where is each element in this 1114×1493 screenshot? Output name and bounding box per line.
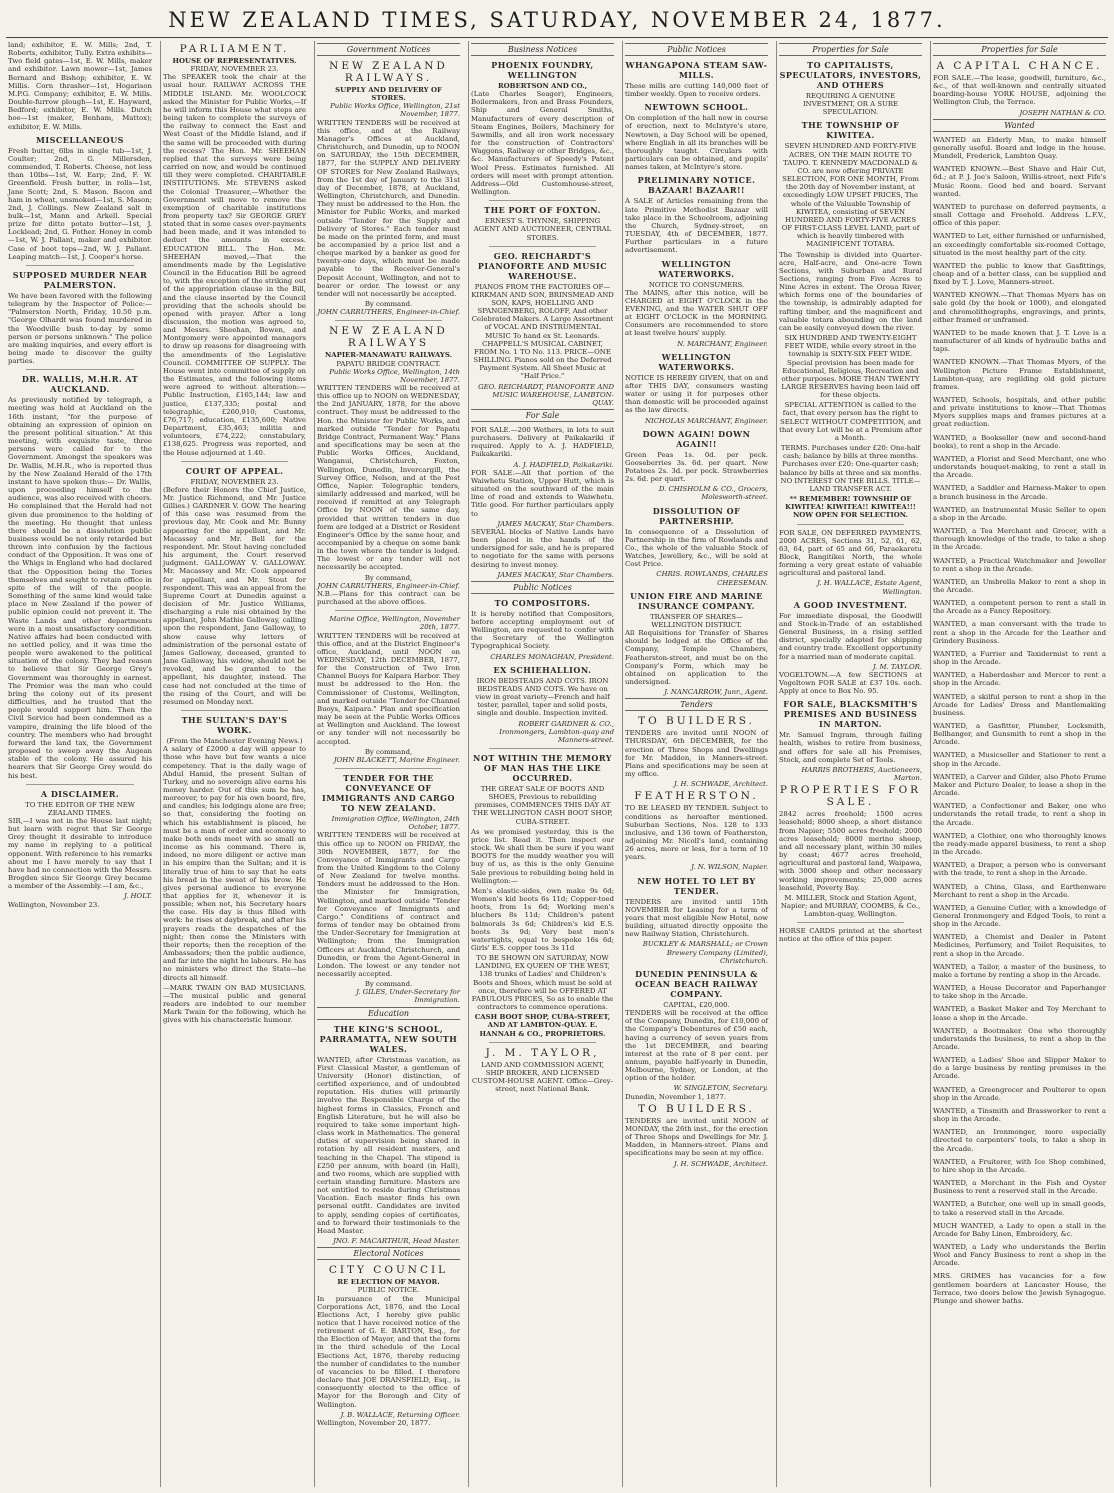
immigration-heading: TENDER FOR THE CONVEYANCE OF IMMIGRANTS AND CARGO TO NEW ZEALAND. [322,773,455,814]
disclaimer-text: SIR,—I was not in the House last night; but learn with regret that Sir George Grey thought it desirable to introduce my name in replying to a political opponent. With reference to his remarks about me I have merely to say that I have had no connection with the Messrs. Brogden since Sir George Grey became a member of the Assembly.—I am, &c., [8,816,152,891]
wanted-ad: WANTED, a China, Glass, and Earthenware Merchant to rent a shop in the Arcade. [933,882,1106,899]
blacksmith-text: Mr. Samuel Ingram, through failing health, wishes to retire from business, and offers for sale all his Premises, Stock, and complete Set of Tools. [779,731,922,764]
bazaar-heading: PRELIMINARY NOTICE. BAZAAR! BAZAAR!! [637,175,756,196]
wallis-heading: DR. WALLIS, M.H.R. AT AUCKLAND. [21,374,139,395]
appeal-date: FRIDAY, NOVEMBER 23. [190,477,279,486]
featherston-text: TO BE LEASED BY TENDER. Subject to conditions as hereafter mentioned. Suburban Sections, Nos. 128 to 133 inclusive, and 136 town of Featherston, adjoining Mr. Nicoll's land, containing 26 acres, more or less, for a term of 10 years. [625,804,768,862]
wanted-ad: WANTED, a Gasfitter, Plumber, Locksmith, Bellhanger, and Gunsmith to rent a shop in the Arcade. [933,722,1106,747]
waterworks-2-text: NOTICE IS HEREBY GIVEN, that on and after THIS DAY, consumers wasting water or using it for purposes other than domestic will be proceeded against as the law directs. [625,373,768,415]
properties-heading: PROPERTIES FOR SALE. [779,784,922,809]
nm-heading: NEW ZEALAND RAILWAYS [329,325,448,350]
wanted-ad: WANTED, a Musicseller and Stationer to rent a shop in the Arcade. [933,751,1106,768]
native-lands-signature: JAMES MACKAY, Star Chambers. [497,570,614,579]
dunedin-signature: W. SINGLETON, Secretary. [673,1084,768,1093]
taylor-text: LAND AND COMMISSION AGENT, SHIP BROKER, AND LICENSED CUSTOM-HOUSE AGENT. Office—Grey-street, next National Bank. [471,1060,613,1094]
nzr-signature: JOHN CARRUTHERS, Engineer-in-Chief. [317,308,460,317]
divider [26,369,134,370]
wanted-ad: WANTED, a Tinsmith and Brassworker to rent a shop in the Arcade. [933,1106,1106,1124]
divider [489,1042,596,1043]
wanted-ad: WANTED, a Chemist and Dealer in Patent Medicines, Perfumery, and Toilet Requisites, to rent a shop in the Arcade. [933,933,1106,958]
schiehallion-signature: ROBERT GARDNER & CO., Ironmongers, Lambton-quay and Manners-street. [499,719,614,744]
disclaimer-heading: A DISCLAIMER. [40,788,120,799]
newtown-school-text: On completion of the hall now in course of erection, next to McIntyre's store, Newtown, a Day School will be opened, where English in all its branches will be thoroughly taught. Circulars with particulars can be obtained, and pupils' names taken, at McIntyre's store. [625,114,768,172]
builders-heading: TO BUILDERS. [638,715,755,728]
wanted-ad: WANTED to be made known that J. T. Love is a manufacturer of all kinds of hydraulic baths and taps. [933,328,1106,354]
masthead: NEW ZEALAND TIMES, SATURDAY, NOVEMBER 24, 1877. [168,8,946,32]
sawmills-heading: WHANGAPONA STEAM SAW-MILLS. [625,60,768,80]
wanted-ad: WANTED, a skilful person to rent a shop in the Arcade for Ladies' Dress and Mantlemaking business. [933,692,1106,717]
divider [335,768,442,769]
union-subheading: TRANSFER OF SHARES—WELLINGTON DISTRICT. [650,612,743,629]
hadfield-text: FOR SALE.—200 Wethers, in lots to suit purchasers. Delivery at Paikakariki if required. Apply to A. J. HADFIELD, Paikakariki. [471,426,614,459]
nzr-by: By command. [364,300,413,309]
divider [335,610,442,611]
phoenix-text: (Late Charles Seager), Engineers, Boilermakers, Iron and Brass Founders, Ship and General Smiths, Manufacturers of every description of Steam Engines, Boilers, Machinery for Sawmills, and all iron work necessary for the construction of Contractors' Waggons, Railway or other Bridges, &c., &c. Manufacturers of Speedy's Patent Wool Press. Estimates furnished. All orders will meet with prompt attention. Address—Old Customhouse-street, Wellington. [471,90,614,197]
wanted-list [933,136,1106,1268]
wanted-ad: WANTED, a Greengrocer and Poulterer to open shop in the Arcade. [933,1085,1106,1102]
union-text: All Requisitions for Transfer of Shares should be lodged at the Office of the Company, Temple Chambers, Featherston-street, and must be on the Company's Form, which may be obtained on application to the undersigned. [625,629,768,686]
divider [489,748,596,749]
dissolution-heading: DISSOLUTION OF PARTNERSHIP. [652,505,741,526]
capital-chance-signature: JOSEPH NATHAN & CO. [1019,108,1106,117]
misc-heading: MISCELLANEOUS [36,134,124,145]
wanted-ad: WANTED, a Draper, a person who is conversant with the trade, to rent a shop in the Arcade. [933,861,1106,878]
divider [181,461,288,462]
kings-school-signature: JNO. F. MACARTHUR, Head Master. [333,1237,460,1246]
divider [797,524,904,525]
union-heading: UNION FIRE AND MARINE INSURANCE COMPANY. [630,590,763,611]
properties-text: 2842 acres freehold; 1500 acres leasehold; 8000 sheep, a short distance from Napier; 5500 acres freehold; 2000 acres leasehold; 8000 merino sheep, and all necessary plant, within 30 miles by coast; 4677 acres freehold, agricultural and pastoral land, Waipawa, with 3000 sheep and other necessary working improvements; 25,000 acres leasehold, Poverty Bay. [779,810,922,892]
wanted-ad: WANTED, an Umbrella Maker to rent a shop in the Arcade. [933,577,1106,594]
newtown-school-heading: NEWTOWN SCHOOL. [644,102,749,113]
marine-by: By command, [364,747,413,756]
waterworks-2-heading: WELLINGTON WATERWORKS. [658,351,735,372]
waterworks-subheading: NOTICE TO CONSUMERS. [648,280,745,289]
wanted-ad: WANTED, a Clothier, one who thoroughly knows the ready-made apparel business, to rent a shop in the Arcade. [933,831,1106,857]
kiwitea-text: SEVEN HUNDRED AND FORTY-FIVE ACRES, ON THE MAIN ROUTE TO TAUPO. T. KENNEDY MACDONALD & CO. are now offering PRIVATE SELECTION, FOR ONE MONTH, From the 20th day of November instant, at exceedingly LOW UPSET PRICES, The whole of the Valuable Township of KIWITEA, consisting of SEVEN HUNDRED AND FORTY-FIVE ACRES OF FIRST-CLASS LEVEL LAND, part of which is heavily timbered with MAGNIFICENT TOTARA. [781,142,920,249]
dunedin-heading: DUNEDIN PENINSULA & OCEAN BEACH RAILWAY COMPANY. [635,968,758,999]
city-council-date: Wellington, November 20, 1877. [317,1418,431,1427]
taylor-heading: J. M. TAYLOR, [485,1046,600,1059]
nm-place: Public Works Office, Wellington, 14th November, 1877. [329,367,460,384]
wanted-ad: WANTED, a Furrier and Taxidermist to rent a shop in the Arcade. [933,649,1106,667]
immigration-text: WRITTEN TENDERS will be received at this office up to NOON on FRIDAY, the 30th NOVEMBER, 1877, for the Conveyance of Immigrants and Cargo from the United Kingdom to the Colony of New Zealand for twelve months. Tenders must be addressed to the Hon. the Minister for Immigration, Wellington, and marked outside "Tender for Conveyance of Immigrants and Cargo." Conditions of contract and forms of tender may be obtained from the Under-Secretary for Immigration at Wellington; from the Immigration Officers at Auckland, Christchurch, and Dunedin, or from the Agent-General in London. The lowest or any tender not necessarily accepted. [317,831,460,978]
nm-subheading-2: PAPATU BRIDGE CONTRACT. [336,359,441,368]
capital-chance-heading: A CAPITAL CHANCE. [936,60,1103,72]
waterworks-text: The MAINS, after this notice, will be CHARGED at EIGHT O'CLOCK in the EVENING, and the WATER SHUT OFF at EIGHT O'CLOCK in the MORNING. Consumers are recommended to store at least twelve hours' supply. [625,288,768,338]
wanted-header: Wanted [933,119,1106,132]
government-notices-header: Government Notices [317,43,460,56]
compositors-heading: TO COMPOSITORS. [494,597,591,608]
city-council-text: In pursuance of the Municipal Corporations Act, 1876, and the Local Elections Act, I hereby give public notice that I have received notice of the retirement of G. E. BARTON, Esq., for the Election of Mayor, and that the form in the third schedule of the Local Elections Act, 1876, thereby reducing the number of candidates to the number of vacancies to be filled. I therefore declare that JOE DRANSFIELD, Esq., is consequently elected to the office of Mayor for the Borough and City of Wellington. [317,1294,460,1409]
reichardt-signature: GEO. REICHARDT, PIANOFORTE AND MUSIC WAREHOUSE, LAMBTON-QUAY. [478,382,614,407]
city-council-heading: CITY COUNCIL [328,1264,449,1277]
compositors-text: It is hereby notified that Compositors, before accepting employment out of Wellington, are requested to confer with the Secretary of the Wellington Typographical Society. [471,609,614,651]
waiwhetu-text: FOR SALE.—All that portion of the Waiwhetu Station, Upper Hutt, which is situated on the southward of the main line of road and extends to Waiwhetu. Title good. For further particulars apply to [471,468,614,518]
dunedin-date: Dunedin, November 1, 1877. [625,1092,727,1101]
nm-by: By command, [364,573,413,582]
column-7 [776,41,924,1487]
wanted-ad: WANTED, a Bootmaker. One who thoroughly understands the business, to rent a shop in the Arcade. [933,1026,1106,1051]
column-6 [622,41,770,1487]
tenders-header: Tenders [625,698,768,711]
foxton-heading: THE PORT OF FOXTON. [484,205,601,216]
wanted-ad: WANTED, a man conversant with the trade to rent a shop in the Arcade for the Leather and Grindery Business. [933,620,1106,645]
waterworks-2-signature: NICHOLAS MARCHANT, Engineer. [644,416,768,425]
hotel-signature: BUCKLEY & MARSHALL; or Crown Brewery Company (Limited), Christchurch. [642,940,768,965]
divider [26,265,134,266]
wanted-ad: WANTED, a Practical Watchmaker and Jeweller to rent a shop in the Arcade. [933,556,1106,573]
kings-school-heading: THE KING'S SCHOOL, PARRAMATTA, NEW SOUTH WALES. [319,1023,458,1054]
waterworks-heading: WELLINGTON WATERWORKS. [658,258,735,279]
compositors-signature: CHARLES MONAGHAN, President. [490,652,614,661]
misc-text: Fresh butter, 6lbs in single tub—1st, J. Coulter; 2nd, G. Millersden, commended, T. Roberts. Cheese, not less than 10lbs—1st, W. Earp; 2nd, F. W. Greenfield. Fresh butter, in rolls—1st, Jane Scott; 2nd, S. Mason. Bacon and ham in wheat, unsmoked—1st, S. Mason; 2nd, J. Collings. New Zealand salt in bulk—1st, Mann and Arkell. Special prize for ditto potato butter—1st, J. Locklead; 2nd, G. Fother. Honey in comb—1st, W. J. Pallant, maker and exhibitor. Case of boot tops—2nd, W. J. Pallant. Leaping match—1st, J. Cooper's horse. [8,146,152,261]
appeal-heading: COURT OF APPEAL. [185,465,284,476]
foxton-text: ERNEST S. THYNNE, SHIPPING AGENT AND AUCTIONEER, CENTRAL STORES. [473,217,612,242]
builders-2-heading: TO BUILDERS. [638,1102,755,1115]
marine-text: WRITTEN TENDERS will be received at this office, and at the District Engineer's office, Auckland, until NOON on WEDNESDAY, 12th DECEMBER, 1877, for the Construction of Two Iron Channel Buoys for Kaipara Harbor. They must be addressed to the Hon. the Commissioner of Customs, Wellington, and marked outside "Tender for Channel Buoys, Kaipara." Plan and specification may be seen at the Public Works Offices at Wellington and Auckland. The lowest or any tender will not necessarily be accepted. [317,631,460,746]
down-again-text: Green Peas 1s. 0d. per peck. Gooseberries 3s. 6d. per quart. New Potatoes 2s. 3d. per peck. Strawberries 2s. 6d. per quart. [625,450,768,484]
wanted-ad: WANTED, a Genuine Cutler, with a knowledge of General Ironmongery and Edged Tools, to rent a shop in the Arcade. [933,903,1106,929]
public-notices-header-2: Public Notices [625,43,768,56]
nm-subheading: NAPIER-MANAWATU RAILWAYS. [325,351,452,360]
divider [26,784,134,785]
hotel-text: TENDERS are invited until 15th NOVEMBER for Leasing for a term of years that most eligible New Hotel, now building, situated directly opposite the new Railway Station, Christchurch. [625,897,768,939]
sultan-heading: THE SULTAN'S DAY'S WORK. [181,715,288,736]
wanted-ad: WANTED KNOWN.—That Thomas Myers has on sale gold (by the book or 1000), and elongated and chromolithographs, engravings, and prints, either framed or unframed. [933,291,1106,324]
wanted-ad: WANTED, an Ironmonger, more especially directed to carpenters' tools, to take a shop in the Arcade. [933,1128,1106,1153]
nzr-heading: NEW ZEALAND RAILWAYS. [329,60,448,84]
sawmills-text: These mills are cutting 140,000 feet of timber weekly. Open to receive orders. [625,82,768,99]
wanted-ad: WANTED to purchase on deferred payments, a small Cottage and Freehold. Address L.F.V., office of this paper. [933,202,1106,228]
wanted-ad: WANTED, a Merchant in the Fish and Oyster Business to rent a reserved stall in the Arcade. [933,1179,1106,1196]
nm-text: WRITTEN TENDERS will be received at this office up to NOON on WEDNESDAY, the 2nd JANUARY, 1878, for the above contract. They must be addressed to the Hon. the Minister for Public Works, and marked outside "Tender for Papatu Bridge Contract, Permanent Way." Plans and specifications may be seen at the Public Works Offices, Auckland, Wanganui, Christchurch, Foxton, Wellington, Dunedin, Invercargill, the Survey Office, Nelson, and at the Post Office, Napier. Telegraphic tenders, similarly addressed and marked, will be received if remitted at any Telegraph Office by NOON of the same day, provided that written tenders in due form are lodged at a District or Resident Engineer's Office by the same hour, and accompanied by a cheque on some bank in the town where the tender is lodged. The lowest or any tender will not necessarily be accepted. [317,384,460,572]
wanted-ad: WANTED, a House Decorator and Paperhanger to take shop in the Arcade. [933,984,1106,1001]
city-council-signature: J. B. WALLACE, Returning Officer. [340,1410,460,1419]
sultan-source: (From the Manchester Evening News.) [166,737,303,746]
parliament-subheading: HOUSE OF REPRESENTATIVES. [172,57,297,65]
kiwitea-title: THE TOWNSHIP OF KIWITEA. [801,120,900,141]
wanted-ad: MUCH WANTED, a Lady to open a stall in the Arcade for Baby Linen, Embroidery, &c. [933,1221,1106,1238]
wanted-ad: WANTED, a Bookseller (new and second-hand books), to rent a shop in the Arcade. [933,433,1106,450]
boot-sale-prices: Men's elastic-sides, own make 9s 6d; Women's kid boots 6s 11d; Copper-toed boots, from 1s 6d; Working men's bluchers 8s 11d; Children's patent balmorals 3s 6d; Children's kid E.S. boots 3s 9d; Very best men's watertights, equal to bespoke 16s 6d; Girls' E.S. copper toes 3s 11d [471,886,614,952]
column-2 [160,41,308,1487]
wallis-text: As previously notified by telegraph, a meeting was held at Auckland on the 16th instant, "for the purpose of obtaining an expression of opinion on the present political situation." At this meeting, with exquisite taste, three persons were called for to the Government. Amongst the speakers was Dr. Wallis, M.H.R., who is reported thus by the New Zealand Herald of the 17th instant to have spoken thus:— Dr. Wallis, upon proceeding himself to the audience, was also received with cheers. He complained that the Herald had not given due prominence to the holding of the meeting. He thought that unless there should be a dissolution public business would be not only retarded but thrown into confusion by the factious conduct of the Opposition. It was one of the Whigs in England who had declared that the Opposition being the Tories themselves and sought to retain office in spite of the will of the people. Something of the same kind would take place in New Zealand if the power of public opinion could not prevent it. The Waste Lands and other departments were in a most unsatisfactory condition. Native affairs had been conducted with no settled policy, and it was time the people were awakened to the political situation of the colony. They had reason to believe that Sir George Grey's Government was thoroughly in earnest. The Premier was the man who could bring the colony out of its present difficulties, and he trusted that the people would support him. Then the Civil Service had been condemned as a vampire, draining the life blood of the country. The members who had brought forward the land tax, the Government proposed to sweep away the Augean stable of the colony. He assured his hearers that Sir George Grey would do his best. [8,396,152,780]
disclaimer-to: TO THE EDITOR OF THE NEW ZEALAND TIMES. [25,800,135,817]
waiwhetu-signature: JAMES MACKAY, Star Chambers. [497,519,614,528]
kiwitea-text-2: The Township is divided into Quarter-acre, Half-acre, and One-acre Town Sections, with Suburban and Rural Sections, ranging from Five Acres to Nine Acres in extent. The Oroua River, which forms one of the boundaries of the township, is admirably adapted for rafting timber, and the magnificent and valuable totara abounding on the land can be easily conveyed down the river. [779,250,922,332]
good-investment-signature: J. M. TAYLOR. [872,662,922,671]
divider [181,710,288,711]
parliament-text: The SPEAKER took the chair at the usual hour. RAILWAY ACROSS THE MIDDLE ISLAND. Mr. WOOLCOCK asked the Minister for Public Works,—If he will inform this House what steps are being taken to complete the surveys of the railway to connect the East and West Coast of the Middle Island, and if the same will be proceeded with during the recess? The Hon. Mr. SHEEHAN replied that the surveys were being carried on now, and would be continued till they were completed. CHARITABLE INSTITUTIONS. Mr. STEVENS asked the Colonial Treasurer,—Whether the Government will move to remove the exemption of charitable institutions from property tax? Sir GEORGE GREY stated that in some cases over-payments had been made, and it was intended to deduct the amounts in excess. EDUCATION BILL. The Hon. Mr. SHEEHAN moved,—That the amendments made by the Legislative Council in the Education Bill be agreed to, with the exception of the striking out of the appropriation clause in the Bill, and the clause inserted by the Council providing that the schools should be opened with prayer. After a long discussion, the motion was agreed to, and Messrs. Sheehan, Bowen, and Montgomery were appointed managers to draw up reasons for disagreeing with the amendments of the Legislative Council. COMMITTEE OF SUPPLY. The House went into committee of supply on the Estimates, and the following items were agreed to without alteration:—Public Instruction, £165,144; law and justice, £137,335; postal and telegraphic, £260,910; Customs, £76,717; education, £135,600; Native Department, £35,463; militia and volunteers, £74,222; constabulary, £138,625. Progress was reported, and the House adjourned at 1.40. [163,73,306,457]
parliament-date: FRIDAY, NOVEMBER 23. [190,65,279,74]
kiwitea-remember: ** REMEMBER! TOWNSHIP OF KIWITEA! KIWITEA!! KIWITEA!!! NOW OPEN FOR SELECTION. [785,495,916,520]
vogeltown-text: VOGELTOWN.—A few SECTIONS at Vogeltown FOR SALE at £37 10s. each. Apply at once to Box No. 95. [779,670,922,696]
hadfield-signature: A. J. HADFIELD, Paikakariki. [513,460,614,469]
good-investment-heading: A GOOD INVESTMENT. [793,599,908,610]
column-1 [6,41,154,1487]
column-8 [930,41,1108,1487]
wanted-ad: WANTED, a Basket Maker and Toy Merchant to lease a shop in the Arcade. [933,1005,1106,1022]
dissolution-signature: CHRIS. ROWLANDS, CHARLES CHEESEMAN. [656,570,768,587]
schiehallion-heading: EX SCHIEHALLION. [493,664,592,675]
dunedin-capital: CAPITAL, £20,000. [663,1000,730,1009]
for-sale-header: For Sale [471,409,614,422]
wanted-ad: WANTED, a Tailor, a master of the business, to make a fortune by renting a shop in the Arcade. [933,962,1106,979]
wanted-ad: WANTED, a Haberdasher and Mercer to rent a shop in the Arcade. [933,671,1106,688]
blacksmith-signature: HARRIS BROTHERS, Auctioneers, Marton. [801,765,922,783]
marine-place: Marine Office, Wellington, November 20th, 1877. [329,615,460,632]
marine-signature: JOHN BLACKETT, Marine Engineer. [333,755,460,764]
wanted-ad: WANTED, a competent person to rent a stall in the Arcade as a Fancy Repository. [933,599,1106,616]
boot-sale-heading: NOT WITHIN THE MEMORY OF MAN HAS THE LIKE OCCURRED. [473,753,612,783]
wanted-ad: WANTED an Elderly Man, to make himself generally useful. Board and lodge in the house. Mundell, Frederick, Lambton Quay. [933,135,1106,161]
nm-nb: N.B.—Plans for this contract can be purchased at the above offices. [317,589,460,607]
properties-header-2: Properties for Sale [933,43,1106,56]
divider [489,200,596,201]
kiwitea-attention: SPECIAL ATTENTION is called to the fact, that every person has the right to SELECT WITHOUT COMPETITION, and that every Lot will be at a Premium after a Month. [779,401,922,442]
phoenix-heading: PHOENIX FOUNDRY, WELLINGTON [491,60,594,80]
union-signature: J. NANCARROW, Junr., Agent. [664,688,768,697]
reichardt-text: PIANOS FROM THE FACTORIES OF—KIRKMAN AND SON, BRINSMEAD AND SON, KAPS, HOELLING AND SPANGENBERG, ROLOFF, And other Celebrated Makers. A Large Assortment of VOCAL AND INSTRUMENTAL MUSIC To hand ex St. Leonards. CHAPPELL'S MUSICAL CABINET, FROM No. 1 TO No. 113. PRICE—ONE SHILLING. Pianos sold on the Deferred Payment System. All Sheet Music at "Half Price." [471,282,614,381]
sultan-text: A salary of £2000 a day will appear to those who have but few wants a nice competency. That is the daily wage of Abdul Hamid, the present Sultan of Turkey, and no sovereign alive earns his money harder. Out of this sum he has, moreover, to pay for his own board, fire, and candles; his lodgings alone are free; so that, considering the footing on which his establishment is placed, he must be a man of order and economy to make both ends meet with so small an income as his command. There is, indeed, no more diligent or active man in his empire than the Sultan; and it is literally true of him to say that he eats his bread in the sweat of his brow. He gives personal audience to everyone that applies for it, whenever it is possible; when not, his Secretary hears the case. His day is thus filled with work: he rises at daybreak, and after his prayers reads the despatches of the night; then come the Ministers with their reports; then the reception of the Ambassadors; then the public audience, and far into the night he labours. He has no ministers who direct the State—he directs all himself. [163,745,306,982]
business-notices-header: Business Notices [471,43,614,56]
wanted-ad: WANTED, an Instrumental Music Seller to open a shop in the Arcade. [933,505,1106,522]
immigration-place: Immigration Office, Wellington, 24th October, 1877. [331,815,460,832]
reichardt-heading: GEO. REICHARDT'S PIANOFORTE AND MUSIC WAREHOUSE. [477,250,608,281]
disclaimer-date: Wellington, November 23. [8,900,100,909]
featherston-heading: FEATHERSTON. [634,790,759,803]
exhibits-text: land; exhibitor, E. W. Mills; 2nd, T. Roberts, exhibitor, Tully. Extra exhibits—Two field gates—1st, E. W. Mills, maker and exhibitor. Lawn mower—1st, James Bernard and Bishop; exhibitor, E. W. Millis. Corn thrasher—1st, Hogarison M.P.G. Company; exhibitor, E. W. Mills. Double-furrow plough—1st, E. Hayward, Bedford; exhibitor, E. W. Mills. Dutch hoe—1st (maker, Benham, Mattox); exhibitor, E. W. Mills. [8,41,152,131]
wanted-ad: WANTED KNOWN.—Best Shave and Hair Cut, 6d.; at P. J. Joe's Saloon, Willis-street, next Fife's Music Room. Good bed and board. Servant wanted. [933,165,1106,198]
wanted-ad: WANTED, a Confectioner and Baker, one who understands the retail trade, to rent a shop in the Arcade. [933,802,1106,827]
grimes-text: MRS. GRIMES has vacancies for a few gentlemen boarders at Lancaster House, the Terrace, two doors below the Jewish Synagogue. Plunge and shower baths. [933,1272,1106,1305]
schiehallion-text: IRON BEDSTEADS AND COTS. IRON BEDSTEADS AND COTS. We have on view in great variety—French and half tester, parallel, taper and solid posts, single and double. Inspection invited. [475,676,610,718]
wanted-ad: WANTED, a Fruiterer, with Ice Shop combined, to hire shop in the Arcade. [933,1157,1106,1174]
horse-cards-text: HORSE CARDS printed at the shortest notice at the office of this paper. [779,927,922,944]
murder-text: We have been favored with the following telegram by the Inspector of Police:— "Palmerston North, Friday, 10.50 p.m. "George Olhardt was found murdered in the Woodville bush to-day by some person or persons unknown." The police are making inquiries, and every effort is being made to discover the guilty parties. [8,291,152,366]
wanted-ad: WANTED, a Carver and Gilder, also Photo Frame Maker and Picture Dealer, to lease a shop in the Arcade. [933,772,1106,798]
hotel-heading: NEW HOTEL TO LET BY TENDER. [637,875,756,896]
wanted-ad: WANTED, a Florist and Seed Merchant, one who understands bouquet-making, to rent a stall in the Arcade. [933,454,1106,480]
education-header: Education [317,1007,460,1020]
wanted-ad: WANTED, a Butcher, one well up in small goods, to take a reserved stall in the Arcade. [933,1200,1106,1217]
wanted-ad: WANTED, a Ladies' Shoe and Slipper Maker to do a large business by renting premises in the Arcade. [933,1056,1106,1081]
wanted-ad: WANTED the public to know that Gasfittings, cheap and of a better class, can be supplied and fixed by T. J. Love, Manners-street. [933,261,1106,287]
capital-chance-text: FOR SALE.—The lease, goodwill, furniture, &c., &c., of that well-known and centrally situated boarding-house YORK HOUSE, adjoining the Wellington Club, the Terrace. [933,74,1106,107]
column-3 [314,41,462,1487]
immigration-by: By command. [364,980,413,989]
murder-heading: SUPPOSED MURDER NEAR PALMERSTON. [12,269,148,290]
public-notices-header: Public Notices [471,581,614,594]
properties-header: Properties for Sale [779,43,922,56]
boot-sale-signature: CASH BOOT SHOP, CUBA-STREET, AND AT LAMBTON-QUAY. E. HANNAH & CO., PROPRIETORS. [474,1013,611,1038]
divider [797,922,904,923]
nzr-subheading: SUPPLY AND DELIVERY OF STORES. [335,86,442,103]
blacksmith-heading: FOR SALE, BLACKSMITH'S PREMISES AND BUSINESS IN MARTON. [783,699,918,730]
good-investment-text: For immediate disposal, the Goodwill and Stock-in-Trade of an established General Business, in a rising settled district, specially adapted for shipping and country trade. Excellent opportunity for a married man of moderate capital. [779,611,922,661]
phoenix-names: ROBERTSON AND CO., [497,82,588,90]
native-lands-text: SEVERAL blocks of Native Lands have been placed in the hands of the undersigned for sale, and he is prepared to negotiate for the same with persons desiring to invest money. [471,527,614,569]
disclaimer-signature: J. HOLT. [123,892,152,901]
kiwitea-heading: TO CAPITALISTS, SPECULATORS, INVESTORS, AND OTHERS [779,60,922,90]
down-again-heading: DOWN AGAIN! DOWN AGAIN!! [642,428,751,449]
kiwitea-terms: TERMS. Purchases under £20: One-half cash; balance by bills at three months. Purchases over £20: One-quarter cash; balance by bills at three and six months. NO INTEREST ON THE BILLS. TITLE—LAND TRANSFER ACT. [779,444,922,493]
nm-signature: JOHN CARRUTHERS, Engineer-in-Chief. [317,581,460,590]
properties-signature: M. MILLER, Stock and Station Agent, Napier; and MURRAY, COOMBS, & Co., Lambton-quay, Wellington. [780,893,921,919]
waterworks-signature: N. MARCHANT, Engineer. [677,339,768,348]
boot-sale-text: THE GREAT SALE OF BOOTS AND SHOES, Previous to rebuilding premises, COMMENCES THIS DAY AT THE WELLINGTON CASH BOOT SHOP, CUBA-STREET. [472,785,613,826]
boot-sale-text-3: TO BE SHOWN ON SATURDAY, NOW LANDING, EX QUEEN OF THE WEST, 138 trunks of Ladies' and Children's Boots and Shoes, which must be sold at once, therefore will be OFFERED AT FABULOUS PRICES, So as to enable the contractors to commence operations. [471,954,614,1012]
wanted-ad: WANTED, a Lady who understands the Berlin Wool and Fancy Business to rent a shop in the Arcade. [933,1242,1106,1268]
featherston-signature: J. N. WILSON, Napier. [691,863,768,872]
nzr-place: Public Works Office, Wellington, 21st November, 1877. [330,102,460,119]
divider [489,246,596,247]
twain-text: —MARK TWAIN ON BAD MUSICIANS.—The musical public and general readers are indebted to our member Mark Twain for the following, which he gives with his characteristic humour. [163,983,306,1025]
builders-2-signature: J. H. SCHWADE, Architect. [673,1159,768,1168]
electoral-notices-header: Electoral Notices [317,1247,460,1260]
divider [335,320,442,321]
nzr-text: WRITTEN TENDERS will be received at this office, and at the Railway Manager's Offices at Auckland, Christchurch, and Dunedin, up to NOON on SATURDAY, the 15th DECEMBER, 1877, for the SUPPLY AND DELIVERY OF STORES for New Zealand Railways, from the 1st day of January to the 31st day of December, 1878, at Auckland, Wellington, Christchurch, and Dunedin. They must be addressed to the Hon. the Minister for Public Works, and marked outside "Tender for the Supply and Delivery of Stores." Each tender must be made on the printed form, and must be accompanied by a price list and a cheque marked by a banker as good for twenty-one days, which must be made payable to the Receiver-General's Deposit Account, Wellington, and not to bearer or order. The lowest or any tender will not necessarily be accepted. [317,118,460,298]
appeal-text: (Before their Honors the Chief Justice, Mr. Justice Richmond, and Mr. Justice Gillies.) GARDNER V. GOW. The hearing of this case was resumed from the previous day, Mr. Cook and Mr. Bunny appearing for the appellant, and Mr. Macassey and Mr. Bell for the respondent. Mr. Stout having concluded his argument, the Court reserved judgment. GALLOWAY V. GALLOWAY. Mr. Macassey and Mr. Cook appeared for appellant, and Mr. Stout for respondent. This was an appeal from the Supreme Court at Dunedin against a decision of Mr. Justice Williams, discharging a rule nisi obtained by the appellant, John Mathie Galloway, calling upon the respondent, Jane Galloway, to show cause why letters of administration of the personal estate of James Galloway, deceased, granted to Jane Galloway, his widow, should not be revoked, and be granted to the appellant, his daughter, instead. The case had not concluded at the time of the rising of the Court, and will be resumed on Monday next. [163,485,306,706]
dunedin-text: TENDERS will be received at the office of the Company, Dunedin, for £10,000 of the Company's Debentures of £50 each, having a currency of seven years from the 1st DECEMBER, and bearing interest at the rate of 8 per cent. per annum, payable half-yearly in Dunedin, Melbourne, Sydney, or London, at the option of the holder. [625,1009,768,1083]
wanted-ad: WANTED, a Tea Merchant and Grocer, with a thorough knowledge of the trade, to take a shop in the Arcade. [933,527,1106,552]
bazaar-text: A SALE of Articles remaining from the late Primitive Methodist Bazaar will take place in the Schoolroom, adjoining the Church, Sydney-street, on TUESDAY, 4th of DECEMBER, 1877. Further particulars in a future advertisement. [625,197,768,255]
column-4 [468,41,616,1487]
wanted-ad: WANTED KNOWN.—That Thomas Myers, of the Wellington Picture Frame Establishment, Lambton-quay, are regilding old gold picture frames. [933,358,1106,391]
city-council-subheading: RE ELECTION OF MAYOR. [337,1278,440,1287]
city-council-subheading-2: PUBLIC NOTICE. [357,1286,420,1295]
down-again-signature: D. CHISHOLM & CO., Grocers, Molesworth-street. [658,485,768,502]
immigration-signature: J. GILES, Under-Secretary for Immigration. [356,988,460,1005]
builders-2-text: TENDERS are invited until NOON of MONDAY, the 26th inst., for the erection of Three Shops and Dwellings for Mr. J. Madden, in Manners-street. Plans and specifications may be seen at my office. [625,1116,768,1158]
wanted-ad: WANTED, Schools, hospitals, and other public and private institutions to know—That Thomas Myers supplies maps and frames pictures at a great reduction. [933,396,1106,429]
masthead-rule [6,37,1108,38]
parliament-heading: PARLIAMENT. [179,43,290,55]
deferred-signature: J. H. WALLACE, Estate Agent, Wellington. [817,579,922,596]
boot-sale-text-2: As we promised yesterday, this is the price list. Read it. Then inspect our stock. We shall then be sure if you want BOOTS for the muddy weather you will buy of us, as this is the only Genuine Sale previous to rebuilding being held in Wellington:— [471,827,614,885]
kings-school-text: WANTED, after Christmas vacation, as First Classical Master, a gentleman of University (Honor) distinction, of certified experience, and of undoubted reputation. His duties will primarily involve the Responsible Charge of the highest forms in Classics, French and English Literature, but he will also be required to take some important high-class work in Mathematics. The general duties of supervision being shared in rotation by all resident masters, and teaching in the Chapel. The stipend is £250 per annum, with board (in Hall), and two rooms, which are supplied with certain standing furniture. Masters are not entitled to reside during Christmas Vacation. Each master finds his own personal outfit. Candidates are invited to apply, sending copies of certificates, and to forward their testimonials to the Head Master. [317,1055,460,1235]
builders-signature: J. H. SCHWADE, Architect. [673,780,768,789]
kiwitea-text-3: SIX HUNDRED AND TWENTY-EIGHT FEET WIDE, while every street in the township is SIXTY-SIX FEET WIDE. Special provision has been made for Educational, Religious, Recreation and other purposes. MORE THAN TWENTY LARGE RESERVES having been laid off for these objects. [781,334,920,400]
wanted-ad: WANTED to Let, either furnished or unfurnished, an exceedingly comfortable six-roomed Cottage, situated in the most healthy part of the city. [933,232,1106,257]
builders-text: TENDERS are invited until NOON of THURSDAY, 6th DECEMBER, for the erection of Three Shops and Dwellings for Mr. Maddon, in Manners-street. Plans and specifications may be seen at my office. [625,729,768,779]
deferred-text: FOR SALE, ON DEFERRED PAYMENTS. 2000 ACRES, Sections 31, 52, 61, 62, 63, 64, part of 65 and 66, Paraekaretu Block, Rangitikei North, the whole forming a very great estate of valuable agricultural and pastoral land. [779,528,922,578]
wanted-ad: WANTED, a Saddler and Harness-Maker to open a branch business in the Arcade. [933,484,1106,501]
dissolution-text: In consequence of a Dissolution of Partnership in the firm of Rowlands and Co., the whole of the valuable Stock of Watches, Jewellery, &c., will be sold at Cost Price. [625,527,768,569]
kiwitea-subheading: REQUIRING A GENUINE INVESTMENT, OR A SURE SPECULATION. [802,92,899,117]
